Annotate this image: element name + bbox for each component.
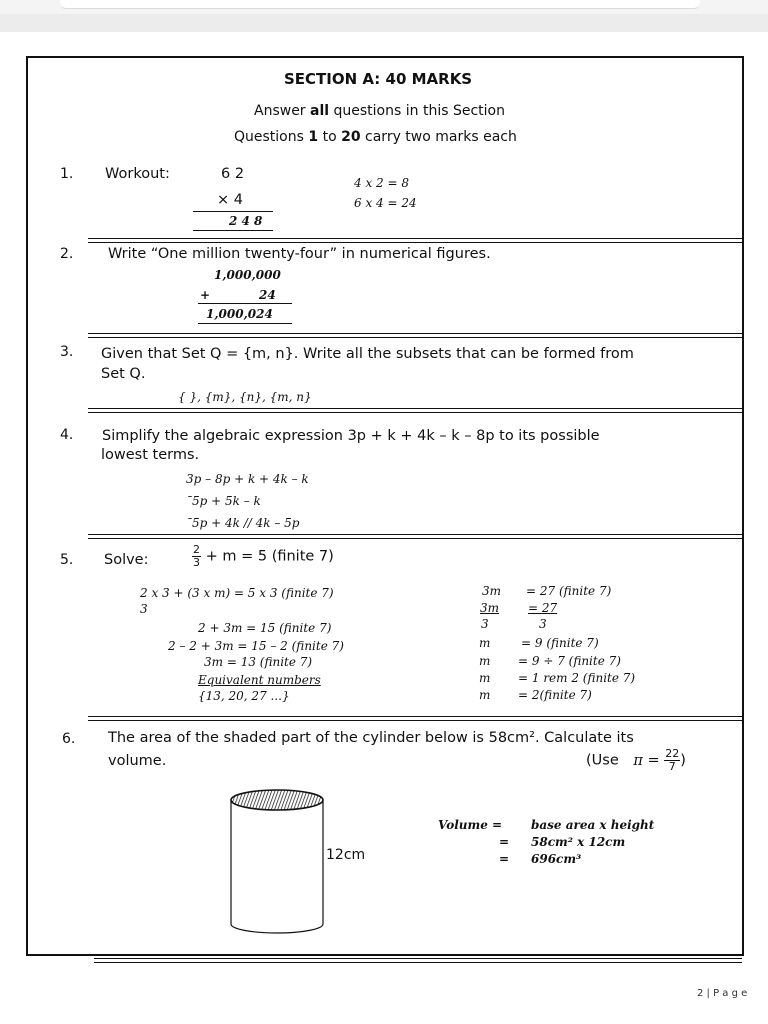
q5-label: Solve: — [104, 552, 149, 568]
q5-left-work-6: Equivalent numbers — [198, 673, 321, 687]
q5-left-work-7: {13, 20, 27 ...} — [198, 689, 290, 703]
q4-text-line-1: Simplify the algebraic expression 3p + k + 4k – k – 8p to its possible — [102, 428, 600, 444]
q1-answer-line-top — [193, 211, 273, 212]
q6-text-line-1: The area of the shaded part of the cylinder below is 58cm². Calculate its — [108, 730, 634, 746]
q5-right-lhs-5: m — [479, 654, 491, 668]
q6-work-line-1: base area x height — [531, 818, 655, 832]
q3-number: 3. — [60, 344, 74, 360]
q6-volume-label: Volume = — [438, 818, 503, 832]
q6-text-line-2: volume. — [108, 753, 167, 769]
q5-right-lhs-1: 3m — [482, 584, 502, 598]
cylinder-bottom-arc — [231, 924, 323, 933]
instr2-bold-1: 1 — [308, 129, 319, 145]
page-number: 2 | P a g e — [697, 988, 748, 999]
q5-right-lhs-3: 3 — [481, 617, 489, 631]
instr1-pre: Answer — [254, 103, 311, 119]
q2-sum-line — [198, 303, 292, 304]
q5-left-work-3: 2 + 3m = 15 (finite 7) — [198, 621, 332, 635]
separator-1 — [88, 238, 744, 243]
cylinder-shaded-top — [231, 790, 323, 810]
instr2-bold-2: 20 — [341, 129, 361, 145]
q5-fraction-numerator: 2 — [193, 543, 200, 556]
q4-number: 4. — [60, 427, 74, 443]
q5-equation-rest: + m = 5 (finite 7) — [205, 548, 334, 565]
q4-work-line-1: 3p – 8p + k + 4k – k — [186, 472, 309, 486]
separator-5 — [88, 716, 744, 721]
q2-line-1: 1,000,000 — [214, 268, 281, 282]
q1-top-number: 6 2 — [221, 166, 245, 182]
q5-left-work-1: 2 x 3 + (3 x m) = 5 x 3 (finite 7) — [140, 586, 334, 600]
q6-pi-symbol: π — [633, 752, 643, 769]
q6-close-paren: ) — [680, 752, 686, 769]
separator-2 — [88, 333, 744, 338]
q2-number: 2. — [60, 246, 74, 262]
q5-right-lhs-7: m — [479, 688, 491, 702]
q1-label: Workout: — [105, 166, 170, 182]
q5-right-lhs-6: m — [479, 671, 491, 685]
q4-text-line-2: lowest terms. — [101, 447, 200, 463]
q5-equation — [192, 544, 334, 569]
cylinder-height-label: 12cm — [326, 847, 366, 863]
q4-work-line-3: ¯5p + 4k // 4k – 5p — [186, 516, 300, 530]
q6-pi-denominator: 7 — [668, 760, 676, 773]
q1-multiplier: × 4 — [217, 192, 243, 208]
q5-right-rhs-7: = 2(finite 7) — [518, 688, 592, 702]
instr2-post: carry two marks each — [360, 129, 517, 145]
q2-text: Write “One million twenty-four” in numerical figures. — [108, 246, 491, 262]
q5-fraction — [192, 544, 201, 569]
q5-left-work-5: 3m = 13 (finite 7) — [204, 655, 313, 669]
q6-pi-fraction — [664, 748, 680, 773]
q6-use-pi — [586, 748, 686, 773]
q2-result: 1,000,024 — [206, 307, 273, 321]
separator-4 — [88, 534, 744, 539]
q5-number: 5. — [60, 552, 74, 568]
q4-work-line-2: ¯5p + 5k – k — [186, 494, 261, 508]
q5-right-rhs-2: = 27 — [528, 601, 558, 615]
q2-plus: + — [200, 288, 211, 302]
section-title: SECTION A: 40 MARKS — [284, 70, 473, 88]
q5-right-lhs-4: m — [479, 636, 491, 650]
top-tab-strip — [60, 0, 700, 9]
instr1-post: questions in this Section — [329, 103, 505, 119]
exam-page — [0, 32, 768, 1024]
q6-use-label: (Use — [586, 752, 619, 769]
q5-right-rhs-6: = 1 rem 2 (finite 7) — [518, 671, 636, 685]
q1-work-line-2: 6 x 4 = 24 — [354, 196, 417, 210]
q3-text-line-2: Set Q. — [101, 366, 146, 382]
q5-left-work-4: 2 – 2 + 3m = 15 – 2 (finite 7) — [168, 639, 344, 653]
instruction-line-1 — [254, 103, 505, 119]
q5-right-rhs-5: = 9 ÷ 7 (finite 7) — [518, 654, 621, 668]
q6-number: 6. — [62, 731, 76, 747]
q1-work-line-1: 4 x 2 = 8 — [354, 176, 409, 190]
separator-6 — [94, 958, 742, 963]
q5-right-rhs-1: = 27 (finite 7) — [526, 584, 612, 598]
q5-fraction-denominator: 3 — [193, 556, 200, 569]
instr2-mid: to — [318, 129, 342, 145]
q6-pi-equals: = — [647, 752, 660, 769]
q5-right-rhs-3: 3 — [539, 617, 547, 631]
q3-answer: { }, {m}, {n}, {m, n} — [178, 390, 312, 404]
q6-work-line-3: 696cm³ — [531, 852, 582, 866]
q5-left-work-2: 3 — [140, 602, 148, 616]
browser-top-bar — [0, 0, 768, 14]
q2-result-underline — [198, 323, 292, 324]
instruction-line-2 — [234, 129, 517, 145]
q1-answer: 2 4 8 — [229, 214, 263, 228]
separator-3 — [88, 408, 744, 413]
q6-equals-3: = — [499, 852, 510, 866]
q6-work-line-2: 58cm² x 12cm — [531, 835, 626, 849]
instr2-pre: Questions — [234, 129, 309, 145]
q6-equals-2: = — [499, 835, 510, 849]
q3-text-line-1: Given that Set Q = {m, n}. Write all the subsets that can be formed from — [101, 346, 634, 362]
q5-right-lhs-2: 3m — [480, 601, 500, 615]
cylinder-diagram — [226, 784, 330, 936]
q6-pi-numerator: 22 — [665, 747, 680, 760]
q1-answer-line-bottom — [193, 230, 273, 231]
q1-number: 1. — [60, 166, 74, 182]
q5-right-rhs-4: = 9 (finite 7) — [521, 636, 599, 650]
instr1-bold: all — [310, 103, 330, 119]
q2-line-2: 24 — [259, 288, 276, 302]
